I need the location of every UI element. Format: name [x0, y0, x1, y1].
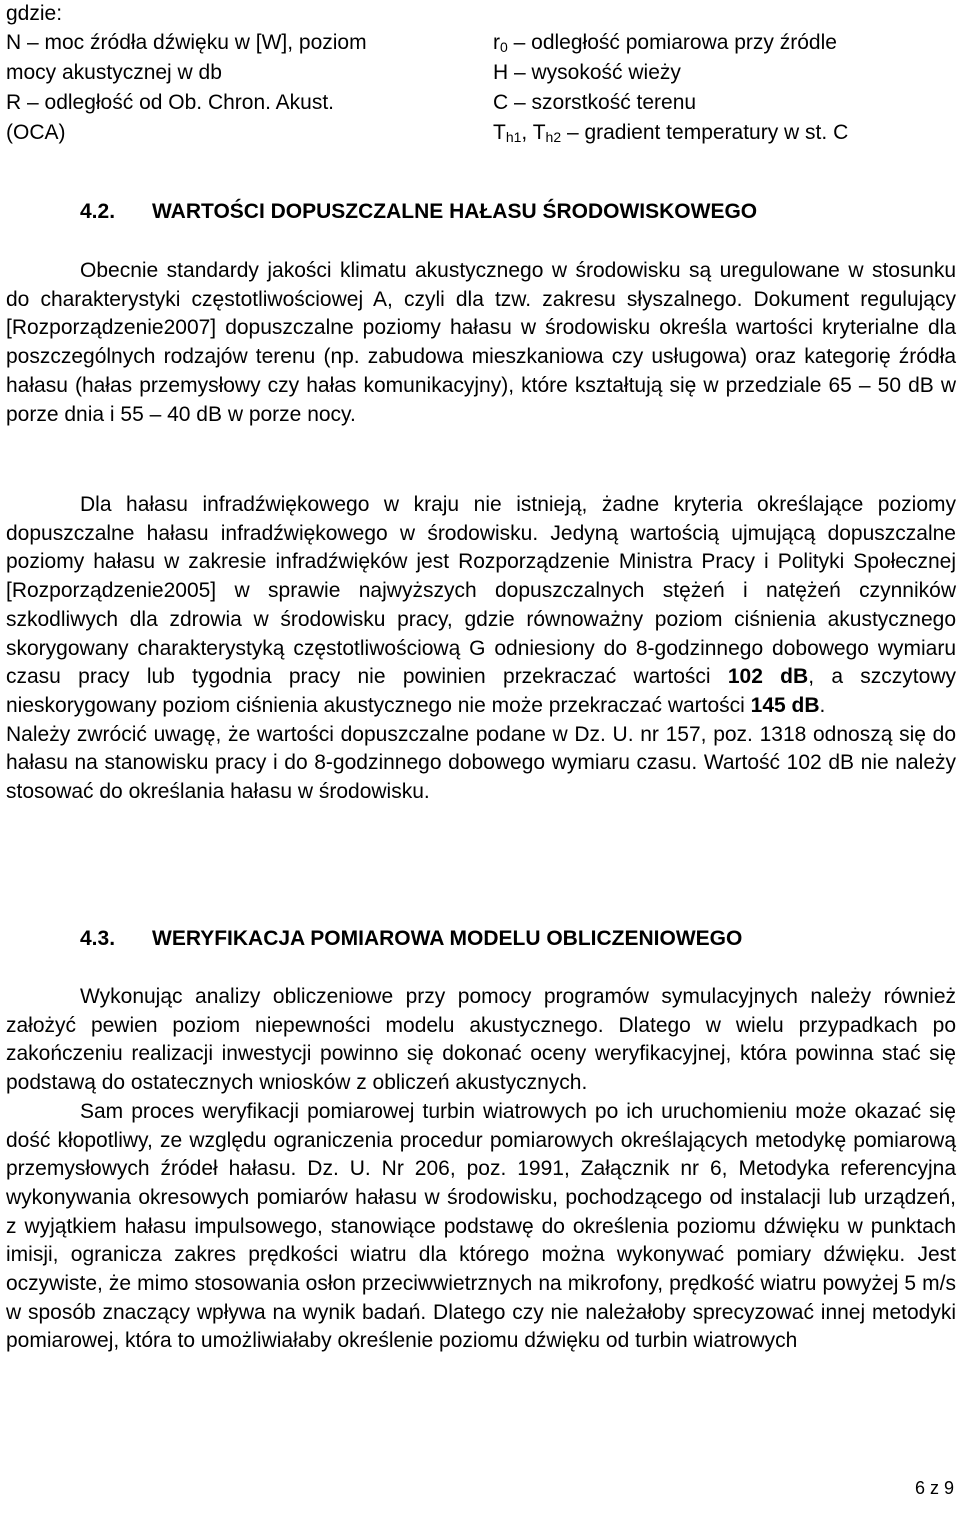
t-symbol: T [493, 121, 506, 144]
section-title: WERYFIKACJA POMIAROWA MODELU OBLICZENIOWEGO [152, 927, 743, 950]
paragraph: Wykonując analizy obliczeniowe przy pomocy programów symulacyjnych należy również założyć pewien poziom niepewności modelu akustycznego. Dlatego w wielu przypadkach po zakończeniu realizacji inwestycji powinno się dokonać oceny weryfikacyjnej, która powinna stać się podstawą do ostatecznych wniosków z obliczeń akustycznych. [6, 985, 956, 1095]
page-number: 6 z 9 [914, 1478, 954, 1498]
bold-value: 145 dB [750, 693, 820, 717]
section-4-2-paragraphs [6, 491, 956, 807]
legend-intro: gdzie: [6, 2, 63, 25]
r0-subscript: 0 [500, 39, 508, 55]
section-heading-4-3 [80, 927, 742, 951]
paragraph [6, 491, 956, 721]
section-number: 4.2. [80, 200, 116, 223]
legend-left-column [6, 28, 456, 148]
bold-value: 102 dB [727, 665, 809, 689]
t-subscript-1: h1 [505, 129, 522, 145]
section-number: 4.3. [80, 927, 116, 950]
legend-left-line: (OCA) [6, 121, 66, 144]
paragraph: Obecnie standardy jakości klimatu akustycznego w środowisku są uregulowane w stosunku do charakterystyki częstotliwościowej A, czyli dla tzw. zakresu słyszalnego. Dokument regulujący [Rozporządzenie2007] dopuszczalne poziomy hałasu w środowisku określa wartości kryterialne dla poszczególnych rodzajów terenu (np. zabudowa mieszkaniowa czy usługowa) oraz kategorię źródła hałasu (hałas przemysłowy czy hałas komunikacyjny), które kształtują się w przedziale 65 – 50 dB w porze dnia i 55 – 40 dB w porze nocy. [6, 259, 956, 426]
section-4-3-paragraphs [6, 983, 956, 1356]
legend-left-line: N – moc źródła dźwięku w [W], poziom [6, 31, 367, 54]
legend-left-line: mocy akustycznej w db [6, 61, 222, 84]
paragraph-text: Dla hałasu infradźwiękowego w kraju nie istnieją, żadne kryteria określające poziomy dopuszczalne hałasu infradźwiękowego w środowisku. Jedyną wartością ujmującą dopuszczalne poziomy hałasu w zakresie infradźwięków jest Rozporządzenie Ministra Pracy i Polityki Społecznej [Rozporządzenie2005] w sprawie najwyższych dopuszczalnych stężeń i natężeń czynników szkodliwych dla zdrowia w środowisku pracy, gdzie równoważny poziom ciśnienia akustycznego skorygowany charakterystyką częstotliwościową G odniesiony do 8-godzinnego dobowego wymiaru czasu pracy lub tygodnia pracy nie powinien przekraczać wartości [6, 493, 956, 689]
legend-right-column [493, 28, 953, 148]
section-heading-4-2 [80, 200, 757, 224]
legend-right-line-t [493, 118, 953, 148]
section-title: WARTOŚCI DOPUSZCZALNE HAŁASU ŚRODOWISKOWEGO [152, 200, 758, 223]
paragraph: Należy zwrócić uwagę, że wartości dopuszczalne podane w Dz. U. nr 157, poz. 1318 odnoszą się do hałasu na stanowisku pracy i do 8-godzinnego dobowego wymiaru czasu. Wartość 102 dB nie należy stosować do określania hałasu w środowisku. [6, 722, 956, 804]
legend-right-line-r0 [493, 28, 953, 58]
legend-left-line: R – odległość od Ob. Chron. Akust. [6, 91, 335, 114]
t-text: – gradient temperatury w st. C [561, 121, 849, 144]
formula-legend [6, 0, 956, 150]
t-subscript-2: h2 [545, 129, 562, 145]
t-mid: , T [521, 121, 546, 144]
legend-right-line-c: C – szorstkość terenu [493, 91, 697, 114]
r0-text: – odległość pomiarowa przy źródle [507, 31, 837, 54]
section-4-2-paragraph-1 [6, 257, 956, 429]
paragraph: Sam proces weryfikacji pomiarowej turbin wiatrowych po ich uruchomieniu może okazać się dość kłopotliwy, ze względu ograniczenia procedur pomiarowych określających metodykę pomiarową przemysłowych źródeł hałasu. Dz. U. Nr 206, poz. 1991, Załącznik nr 6, Metodyka referencyjna wykonywania okresowych pomiarów hałasu w środowisku, pochodzącego od instalacji lub urządzeń, z wyjątkiem hałasu impulsowego, stanowiące podstawę do określenia poziomu dźwięku w punktach imisji, ogranicza zakres prędkości wiatru dla którego można wykonywać pomiary dźwięku. Jest oczywiste, że mimo stosowania osłon przeciwwietrznych na mikrofony, prędkość wiatru powyżej 5 m/s w sposób znaczący wpływa na wynik badań. Dlatego czy nie należałoby sprecyzować innej metodyki pomiarowej, która to umożliwiałaby określenie poziomu dźwięku od turbin wiatrowych [6, 1099, 956, 1353]
r0-symbol: r [493, 31, 500, 54]
paragraph-text: . [819, 693, 826, 717]
legend-right-line-h: H – wysokość wieży [493, 61, 681, 84]
paragraph-text: , a szczytowy nieskorygowany poziom ciśnienia akustycznego nie może przekraczać wartości [6, 665, 956, 717]
